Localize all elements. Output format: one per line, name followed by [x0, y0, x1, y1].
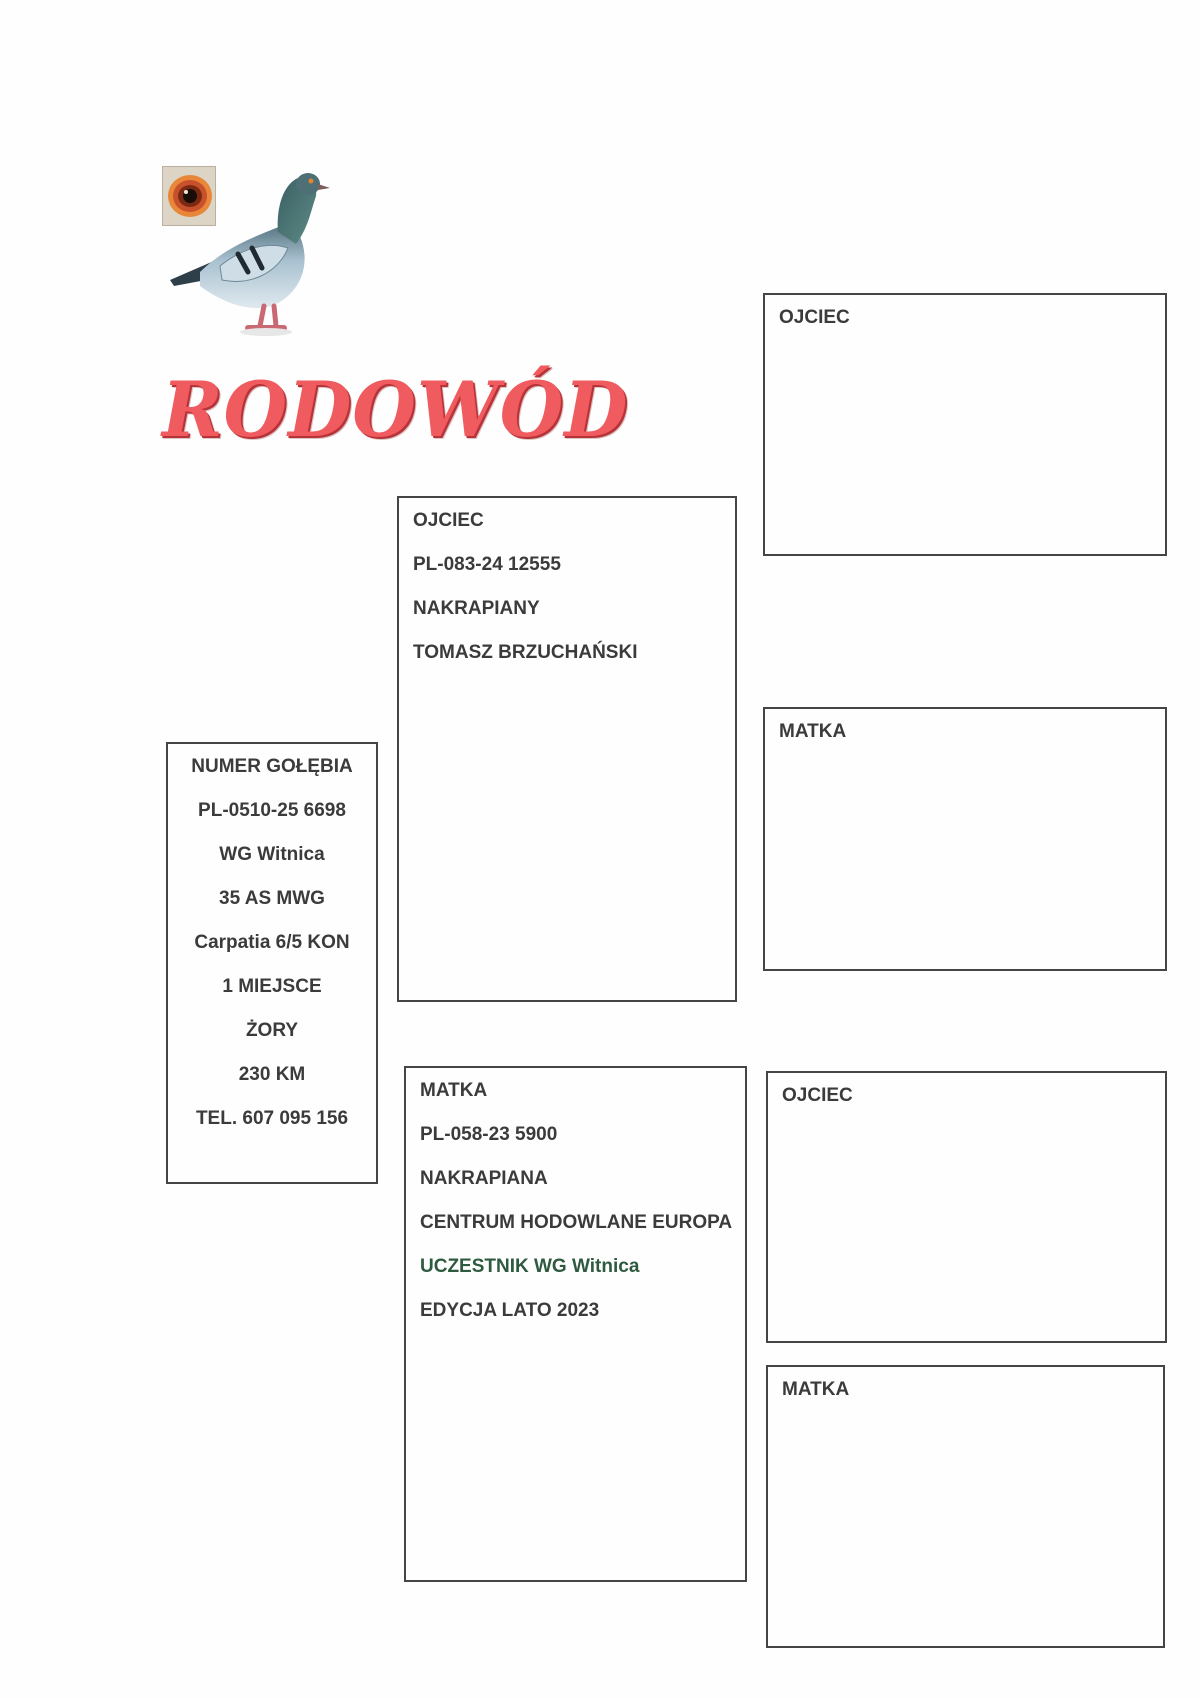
- dam-color: NAKRAPIANA: [420, 1168, 548, 1189]
- sire-dam-label: MATKA: [779, 721, 847, 742]
- pigeon-number-label: NUMER GOŁĘBIA: [191, 756, 353, 777]
- pigeon-place: 1 MIEJSCE: [222, 976, 322, 997]
- sire-sire-box: [763, 293, 1167, 556]
- page-title: RODOWÓD: [162, 365, 629, 454]
- dam-sire-label: OJCIEC: [782, 1085, 853, 1106]
- sire-color: NAKRAPIANY: [413, 598, 540, 619]
- sire-ring-number: PL-083-24 12555: [413, 554, 561, 575]
- dam-label: MATKA: [420, 1080, 488, 1101]
- dam-dam-label: MATKA: [782, 1379, 850, 1400]
- dam-edition: EDYCJA LATO 2023: [420, 1300, 600, 1321]
- dam-box: [404, 1066, 747, 1582]
- pigeon-club: WG Witnica: [219, 844, 325, 865]
- pigeon-location: ŻORY: [245, 1020, 299, 1041]
- dam-dam-box: [766, 1365, 1165, 1648]
- sire-dam-box: [763, 707, 1167, 971]
- sire-box: [397, 496, 737, 1002]
- pigeon-race: Carpatia 6/5 KON: [194, 932, 350, 953]
- pigeon-as-rank: 35 AS MWG: [219, 888, 325, 909]
- sire-breeder: TOMASZ BRZUCHAŃSKI: [413, 642, 638, 663]
- dam-sire-box: [766, 1071, 1167, 1343]
- pigeon-info-box: [166, 742, 378, 1184]
- sire-label: OJCIEC: [413, 510, 484, 531]
- sire-sire-label: OJCIEC: [779, 307, 850, 328]
- dam-ring-number: PL-058-23 5900: [420, 1124, 558, 1145]
- pigeon-distance: 230 KM: [238, 1064, 306, 1085]
- dam-breeder: CENTRUM HODOWLANE EUROPA: [420, 1212, 733, 1233]
- dam-note: UCZESTNIK WG Witnica: [420, 1256, 640, 1277]
- pigeon-icon: [160, 162, 340, 344]
- pigeon-phone: TEL. 607 095 156: [195, 1108, 349, 1129]
- pigeon-ring-number: PL-0510-25 6698: [198, 800, 346, 821]
